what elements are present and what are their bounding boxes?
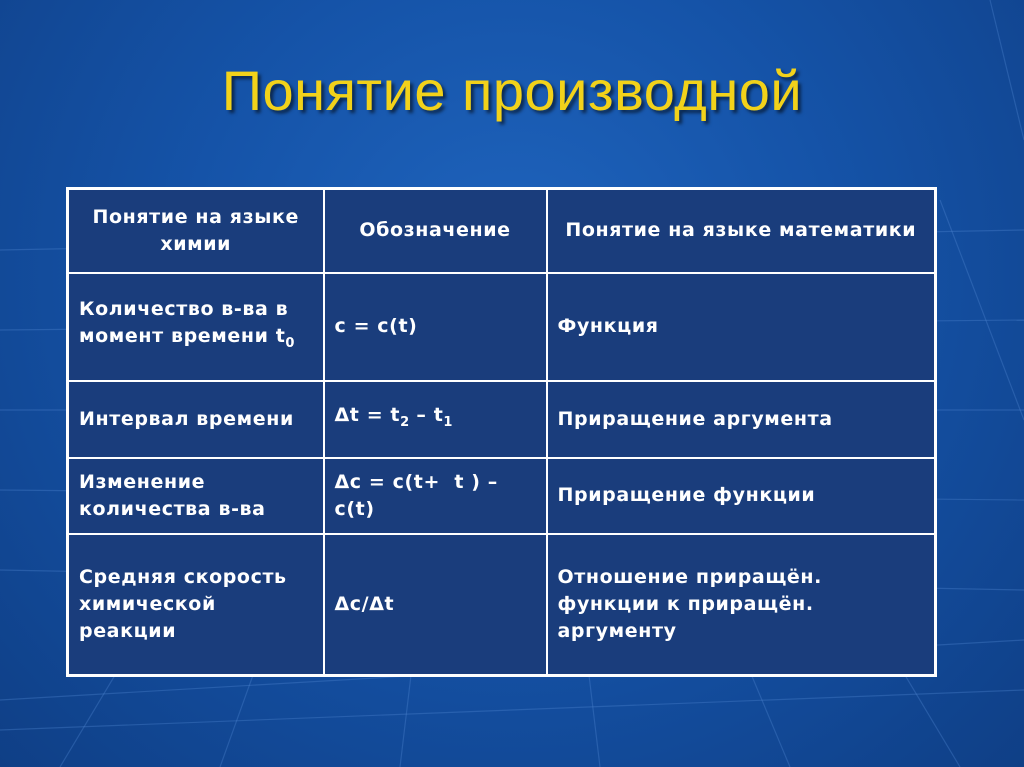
cell-math: Отношение приращён. функции к приращён. аргументу [547, 534, 936, 676]
cell-notation: c = c(t) [324, 273, 547, 381]
slide-title: Понятие производной [221, 59, 803, 122]
cell-math: Приращение функции [547, 458, 936, 534]
cell-chemistry: Изменение количества в-ва [68, 458, 324, 534]
cell-notation: Δс = с(t+ t ) – с(t) [324, 458, 547, 534]
notation-text: Δt = t [334, 404, 401, 426]
table-row [68, 458, 936, 534]
cell-chemistry [68, 273, 324, 381]
header-chemistry: Понятие на языке химии [68, 189, 324, 273]
header-notation: Обозначение [324, 189, 547, 273]
cell-math: Функция [547, 273, 936, 381]
header-math: Понятие на языке математики [547, 189, 936, 273]
cell-notation: Δс/Δt [324, 534, 547, 676]
table-row [68, 273, 936, 381]
table-row [68, 534, 936, 676]
cell-chemistry: Средняя скорость химической реакции [68, 534, 324, 676]
notation-text: – t [409, 404, 444, 426]
cell-notation [324, 381, 547, 458]
subscript: 0 [285, 336, 295, 351]
table-row [68, 381, 936, 458]
subscript: 2 [400, 415, 410, 430]
cell-chemistry-text: Количество в-ва в момент времени t [79, 298, 289, 347]
cell-math: Приращение аргумента [547, 381, 936, 458]
comparison-table [66, 187, 937, 677]
subscript: 1 [443, 415, 453, 430]
cell-chemistry: Интервал времени [68, 381, 324, 458]
table-header-row [68, 189, 936, 273]
